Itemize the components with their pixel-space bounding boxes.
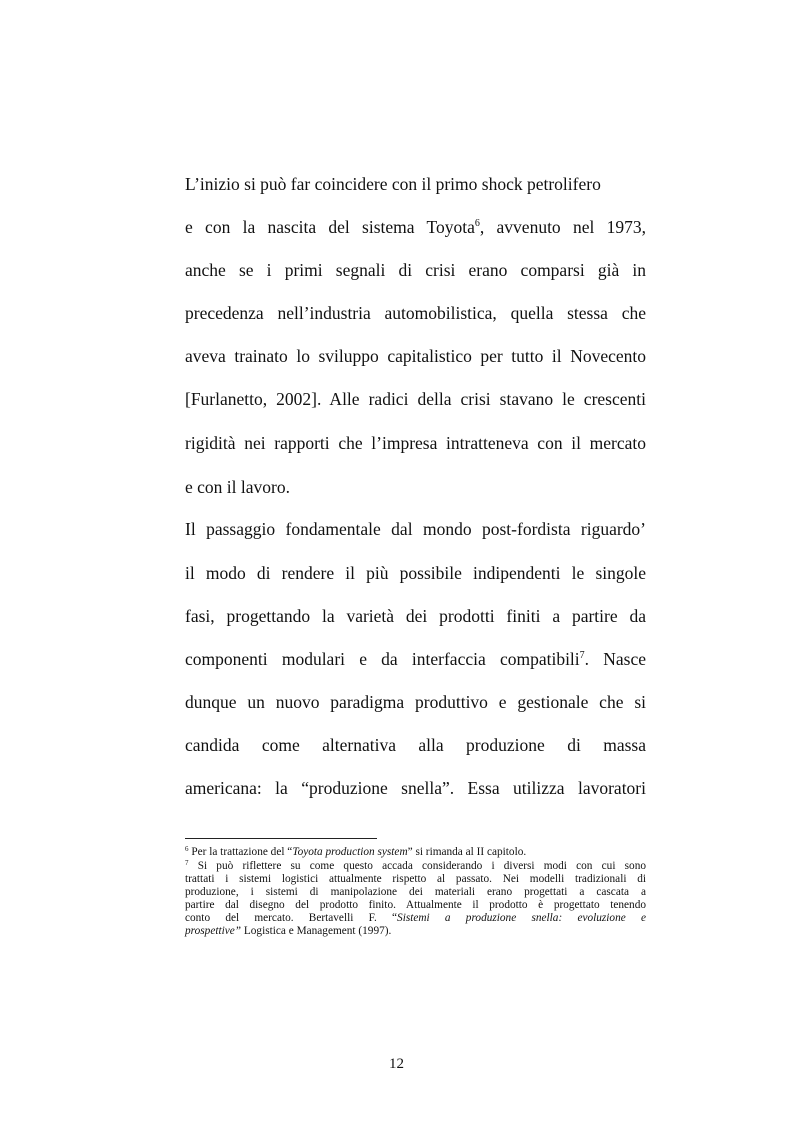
footnote-7-line-1: $^7$ Si può riflettere su come questo accada considerando i diversi modi con cui sono <box>185 859 646 872</box>
body-line-2: e con la nascita del sistema Toyota$^6$, avvenuto nel 1973, <box>185 217 647 237</box>
body-line-10: il modo di rendere il più possibile indipendenti le singole <box>185 563 646 583</box>
body-line-3: anche se i primi segnali di crisi erano comparsi già in <box>185 260 646 280</box>
body-line-6: [Furlanetto, 2002]. Alle radici della crisi stavano le crescenti <box>185 389 646 409</box>
body-line-7: rigidità nei rapporti che l’impresa intratteneva con il mercato <box>185 433 646 453</box>
body-line-5: aveva trainato lo sviluppo capitalistico per tutto il Novecento <box>185 346 646 366</box>
footnote-7-line-3: produzione, i sistemi di manipolazione dei materiali erano progettati a cascata a <box>185 886 646 898</box>
body-line-4: precedenza nell’industria automobilistica, quella stessa che <box>185 303 646 323</box>
footnote-7-line-5: conto del mercato. Bertavelli F. “Sistemi a produzione snella: evoluzione e <box>185 912 646 924</box>
page-number: 12 <box>389 1056 404 1072</box>
body-line-11: fasi, progettando la varietà dei prodotti finiti a partire da <box>185 606 646 626</box>
body-line-12: componenti modulari e da interfaccia compatibili$^7$. Nasce <box>185 649 646 669</box>
body-line-14: candida come alternativa alla produzione di massa <box>185 735 646 755</box>
footnote-number: 7 <box>185 859 189 867</box>
footnote-7-line-6: prospettive” Logistica e Management (1997). <box>185 925 392 937</box>
footnote-ref-7[interactable]: 7 <box>579 650 585 661</box>
body-line-15: americana: la “produzione snella”. Essa utilizza lavoratori <box>185 778 646 798</box>
body-line-1: L’inizio si può far coincidere con il primo shock petrolifero <box>185 174 601 194</box>
footnote-number: 6 <box>185 845 189 853</box>
footnote-6: $^6$ Per la trattazione del “Toyota production system” si rimanda al II capitolo. <box>185 845 527 858</box>
footnote-7-line-2: trattati i sistemi logistici attualmente rispetto al passato. Nei modelli tradizionali di <box>185 873 646 885</box>
body-line-9: Il passaggio fondamentale dal mondo post-fordista riguardo’ <box>185 519 646 539</box>
body-line-13: dunque un nuovo paradigma produttivo e gestionale che si <box>185 692 646 712</box>
footnote-7-line-4: partire dal disegno del prodotto finito. Attualmente il prodotto è progettato tenendo <box>185 899 646 911</box>
body-line-8: e con il lavoro. <box>185 477 290 497</box>
footnote-ref-6[interactable]: 6 <box>474 218 480 229</box>
footnote-separator <box>185 838 377 839</box>
